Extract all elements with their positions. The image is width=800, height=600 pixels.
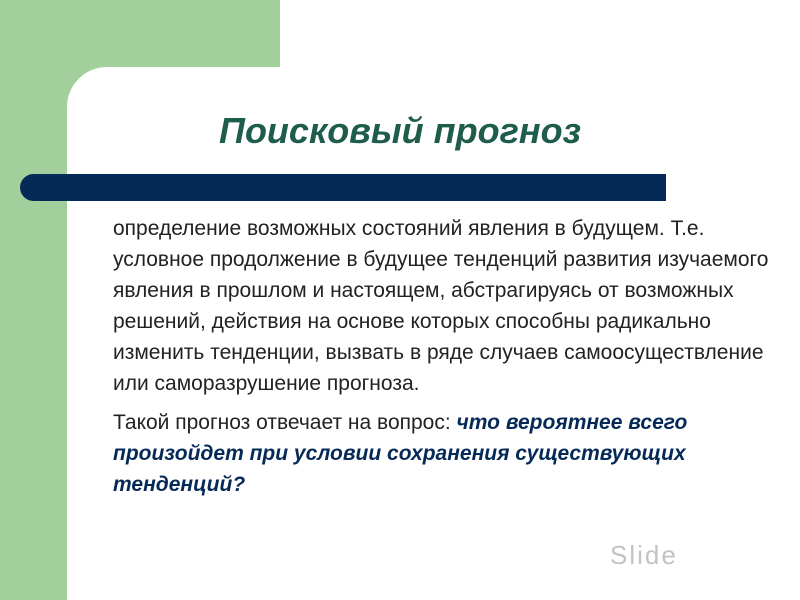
question-prefix: Такой прогноз отвечает на вопрос:	[113, 411, 457, 434]
question-paragraph	[113, 407, 773, 500]
slide-body	[113, 213, 773, 500]
watermark: Slide	[610, 540, 678, 570]
title-underline-bar	[20, 174, 666, 201]
slide-title: Поисковый прогноз	[219, 110, 581, 151]
definition-paragraph: определение возможных состояний явления в будущем. Т.е. условное продолжение в будущее тенденций развития изучаемого явления в прошлом и настоящем, абстрагируясь от возможных решений, действия на основе которых способны радикально изменить тенденции, вызвать в ряде случаев самоосуществление или саморазрушение прогноза.	[113, 217, 769, 395]
question-emphasis: что вероятнее всего произойдет при условии сохранения существующих тенденций?	[113, 411, 688, 496]
